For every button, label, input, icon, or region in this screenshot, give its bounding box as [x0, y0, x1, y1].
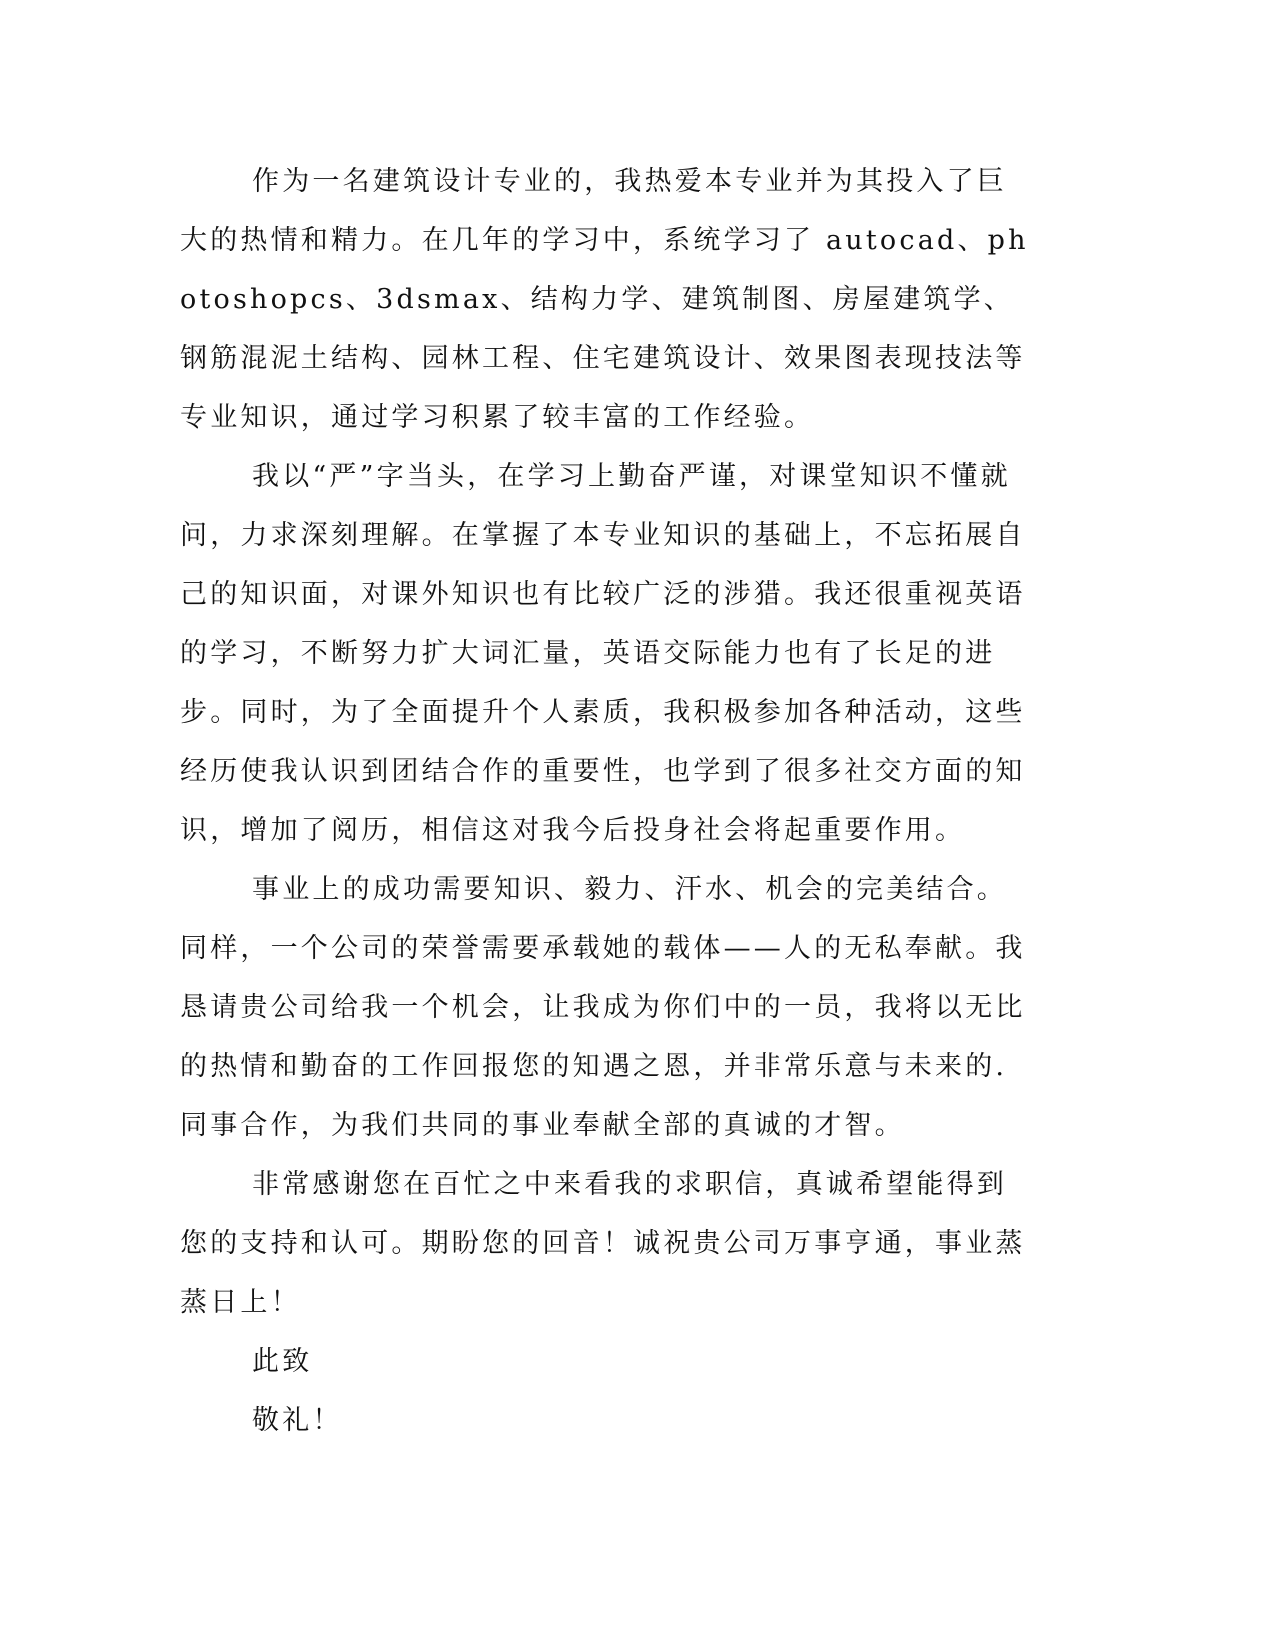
closing-regards: 敬礼！	[252, 1405, 343, 1436]
paragraph-study-attitude: 我以“严”字当头，在学习上勤奋严谨，对课堂知识不懂就问，力求深刻理解。在掌握了本专业知识的基础上，不忘拓展自己的知识面，对课外知识也有比较广泛的涉猎。我还很重视英语的学习，不断努力扩大词汇量，英语交际能力也有了长足的进步。同时，为了全面提升个人素质，我积极参加各种活动，这些经历使我认识到团结合作的重要性，也学到了很多社交方面的知识，增加了阅历，相信这对我今后投身社会将起重要作用。	[180, 461, 1026, 846]
paragraph-thanks: 非常感谢您在百忙之中来看我的求职信，真诚希望能得到您的支持和认可。期盼您的回音！诚祝贵公司万事亨通，事业蒸蒸日上！	[180, 1169, 1026, 1318]
letter-body	[180, 152, 1035, 1450]
closing-salutation: 此致	[252, 1346, 313, 1377]
paragraph-education: 作为一名建筑设计专业的，我热爱本专业并为其投入了巨大的热情和精力。在几年的学习中，系统学习了 autocad、photoshopcs、3dsmax、结构力学、建筑制图、房屋建筑学、钢筋混泥土结构、园林工程、住宅建筑设计、效果图表现技法等专业知识，通过学习积累了较丰富的工作经验。	[180, 166, 1029, 433]
paragraph-career-request: 事业上的成功需要知识、毅力、汗水、机会的完美结合。同样，一个公司的荣誉需要承载她的载体——人的无私奉献。我恳请贵公司给我一个机会，让我成为你们中的一员，我将以无比的热情和勤奋的工作回报您的知遇之恩，并非常乐意与未来的.同事合作，为我们共同的事业奉献全部的真诚的才智。	[180, 874, 1026, 1141]
